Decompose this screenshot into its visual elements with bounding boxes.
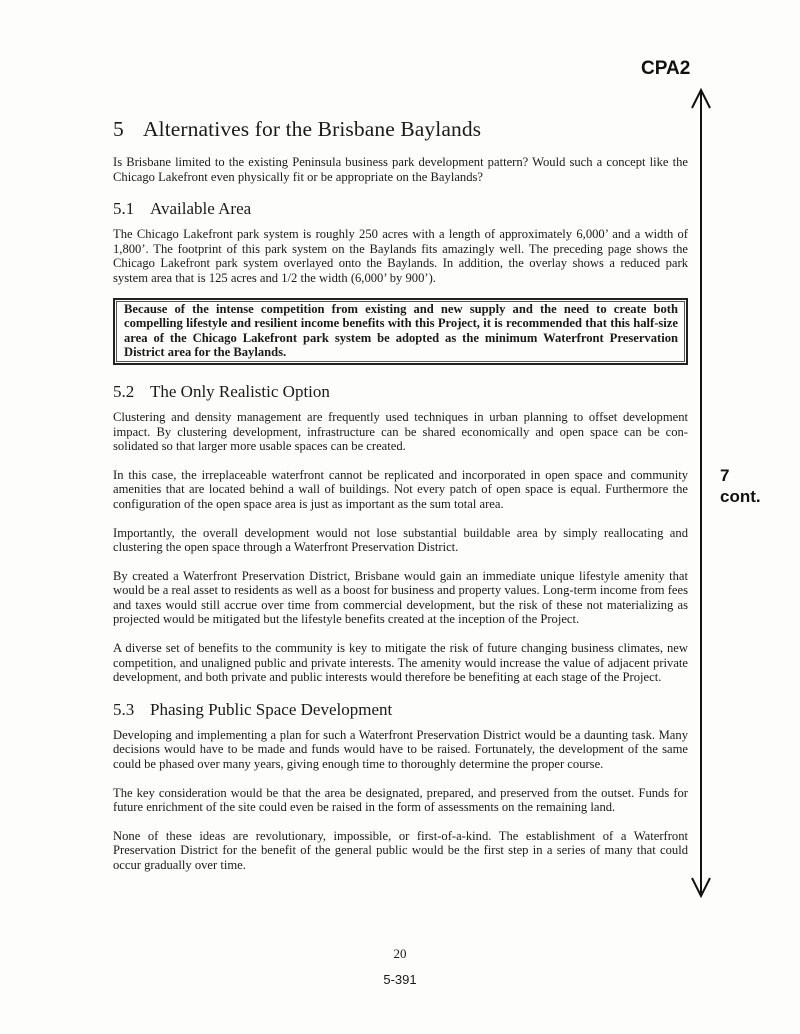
comment-bracket-arrow-icon [686, 88, 716, 898]
paragraph: Developing and implementing a plan for such a Waterfront Preservation District would be a daunting task. Many decisions would have to be made and funds would have to be raised. Fortunately, the development of the same could be phased over many years, giving enough time to thoroughly determine the proper course. [113, 727, 688, 772]
comment-marker [720, 465, 761, 507]
subsection-title: Available Area [150, 199, 252, 219]
subsection-heading-5-1 [113, 198, 688, 220]
paragraph: In this case, the irreplaceable waterfront cannot be replicated and incorporated in open space and community amenities that are located behind a wall of buildings. Not every patch of open space is equal. Furthermore the configuration of the open space area is just as important as the sum total area. [113, 467, 688, 511]
section-number: 5 [113, 117, 124, 141]
subsection-number: 5.2 [113, 381, 135, 401]
page-number: 20 [393, 946, 407, 961]
paragraph: Clustering and density management are frequently used techniques in urban planning to offset development impact. By clustering development, infrastructure can be shared economically and open space can be con-solidated so that larger more usable spaces can be created. [113, 409, 688, 454]
subsection-number: 5.3 [113, 699, 135, 719]
recommendation-callout-box [113, 298, 688, 365]
paragraph: None of these ideas are revolutionary, impossible, or first-of-a-kind. The establishment of a Waterfront Preservation District for the benefit of the general public would be the first step in a series of many that could occur gradually over time. [113, 828, 688, 872]
subsection-heading-5-3 [113, 699, 688, 721]
callout-text: Because of the intense competition from existing and new supply and the need to create both compelling lifestyle and resilient income benefits with this Project, it is recommended that this half-size area of the Chicago Lakefront park system be adopted as the minimum Waterfront Preservation District area for the Baylands. [124, 301, 678, 360]
paragraph: Importantly, the overall development would not lose substantial buildable area by simply reallocating and clustering the open space through a Waterfront Preservation District. [113, 525, 688, 555]
section-intro: Is Brisbane limited to the existing Peninsula business park development pattern? Would such a concept like the Chicago Lakefront even physically fit or be appropriate on the Baylands? [113, 155, 688, 184]
subsection-heading-5-2 [113, 381, 688, 403]
section-title: Alternatives for the Brisbane Baylands [143, 117, 482, 141]
subsection-title: The Only Realistic Option [150, 381, 330, 401]
paragraph: A diverse set of benefits to the community is key to mitigate the risk of future changing business climates, new competition, and unaligned public and private interests. The amenity would increase the value of adjacent private development, and both private and public interests would therefore be benefiting at each stage of the Project. [113, 641, 688, 685]
document-body [113, 115, 688, 873]
paragraph: The Chicago Lakefront park system is roughly 250 acres with a length of approximately 6,000’ and a width of 1,800’. The footprint of this park system on the Baylands fits amazingly well. The preceding page shows the Chicago Lakefront park system overlayed onto the Baylands. In addition, the overlay shows a reduced park system area that is 125 acres and 1/2 the width (6,000’ by 900’). [113, 227, 688, 285]
comment-number: 7 [720, 466, 730, 485]
paragraph: The key consideration would be that the area be designated, prepared, and preserved from the outset. Funds for future enrichment of the site could even be raised in the form of assessments on the remaining land. [113, 785, 688, 815]
subsection-number: 5.1 [113, 199, 135, 219]
paragraph: By created a Waterfront Preservation District, Brisbane would gain an immediate unique lifestyle amenity that would be a real asset to residents as well as a boost for business and property values. Long-term income from fees and taxes would still accrue over time from commercial development, but the risk of these not materializing as projected would be mitigated but the lifestyle benefits created at the inception of the Project. [113, 568, 688, 627]
comment-continued: cont. [720, 487, 761, 506]
document-id: 5-391 [383, 972, 417, 987]
page-code-label: CPA2 [641, 58, 691, 79]
subsection-title: Phasing Public Space Development [150, 699, 393, 719]
section-heading [113, 115, 688, 143]
